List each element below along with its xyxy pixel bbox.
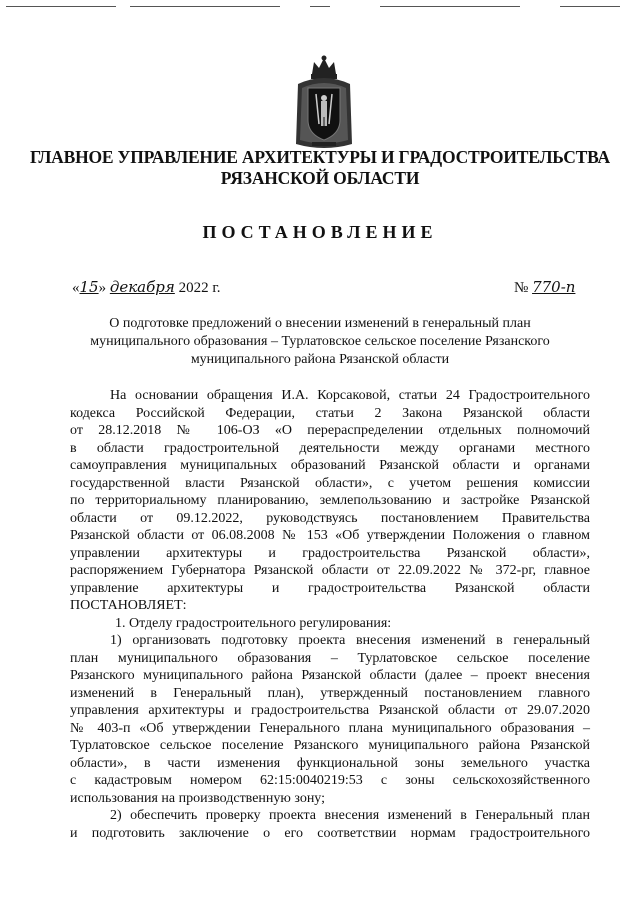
scan-edge-line: [310, 6, 330, 7]
date-year: 2022 г.: [178, 280, 221, 296]
scan-edge-line: [380, 6, 520, 7]
date-month: декабря: [109, 278, 175, 296]
body-line: и подготовить заключение о его соответствии нормам градостроительного: [70, 825, 590, 841]
document-body: [70, 387, 590, 842]
document-number: [514, 278, 575, 297]
scan-edge-line: [130, 6, 280, 7]
body-line: области», в части изменения функциональной зоны земельного участка: [70, 755, 590, 771]
document-date: [72, 278, 221, 297]
body-line: государственной власти Рязанской области», с учетом решения комиссии: [70, 475, 590, 491]
date-day: 15: [79, 278, 99, 296]
body-line: ПОСТАНОВЛЯЕТ:: [70, 598, 187, 613]
scan-edge-line: [6, 6, 116, 7]
body-line: 1) организовать подготовку проекта внесения изменений в генеральный: [110, 633, 590, 648]
body-line: области от 09.12.2022, руководствуясь постановлением Правительства: [70, 510, 590, 526]
body-line: по территориальному планированию, землепользованию и застройке Рязанской: [70, 493, 590, 508]
body-line: кодекса Российской Федерации, статьи 2 Закона Рязанской области: [70, 405, 590, 421]
section-heading: 1. Отделу градостроительного регулирования:: [115, 615, 392, 631]
organization-name: [0, 147, 640, 189]
body-line: Турлатовское сельское поселение Рязанского муниципального района Рязанской: [70, 738, 590, 753]
subject-line: муниципального района Рязанской области: [190, 352, 450, 367]
date-quote-open: «: [72, 280, 80, 296]
scan-edge-line: [560, 6, 620, 7]
date-quote-close: »: [98, 280, 107, 296]
org-line-2: РЯЗАНСКОЙ ОБЛАСТИ: [220, 168, 420, 188]
body-line: управления архитектуры и градостроительства Рязанской области от 29.07.2020: [70, 703, 590, 718]
org-line-1: ГЛАВНОЕ УПРАВЛЕНИЕ АРХИТЕКТУРЫ И ГРАДОСТРОИТЕЛЬСТВА: [30, 147, 610, 167]
body-line: распоряжением Губернатора Рязанской области от 22.09.2022 № 372-рг, главное: [70, 563, 590, 578]
body-line: управлении архитектуры и градостроительства Рязанской области»,: [70, 545, 590, 561]
body-line: Рязанской области от 06.08.2008 № 153 «Об утверждении Положения о главном: [70, 528, 590, 543]
number-label: №: [514, 280, 529, 296]
body-line: от 28.12.2018 № 106-ОЗ «О перераспределении отдельных полномочий: [70, 423, 590, 438]
document-subject: [60, 315, 580, 369]
subject-line: муниципального образования – Турлатовское сельское поселение Рязанского: [90, 334, 550, 349]
body-line: управление архитектуры и градостроительства Рязанской области: [70, 580, 590, 596]
coat-of-arms-emblem: [292, 54, 356, 152]
document-type-title: ПОСТАНОВЛЕНИЕ: [202, 222, 438, 242]
body-line: 2) обеспечить проверку проекта внесения изменений в Генеральный план: [110, 808, 590, 823]
body-line: в области градостроительной деятельности между органами местного: [70, 440, 590, 456]
body-line: изменений в Генеральный план), утвержденный постановлением главного: [70, 685, 590, 701]
number-value: 770-п: [532, 278, 576, 296]
body-line: с кадастровым номером 62:15:0040219:53 с зоны сельскохозяйственного: [70, 773, 590, 788]
body-line: использования на производственную зону;: [70, 790, 326, 806]
body-line: самоуправления муниципальных образований Рязанской области и органами: [70, 458, 590, 473]
body-line: На основании обращения И.А. Корсаковой, статьи 24 Градостроительного: [110, 388, 590, 403]
body-line: план муниципального образования – Турлатовское сельское поселение: [70, 650, 590, 666]
body-line: Рязанского муниципального района Рязанской области (далее – проект внесения: [70, 668, 590, 683]
body-line: № 403-п «Об утверждении Генерального плана муниципального образования –: [70, 720, 590, 736]
subject-line: О подготовке предложений о внесении изменений в генеральный план: [109, 316, 531, 331]
